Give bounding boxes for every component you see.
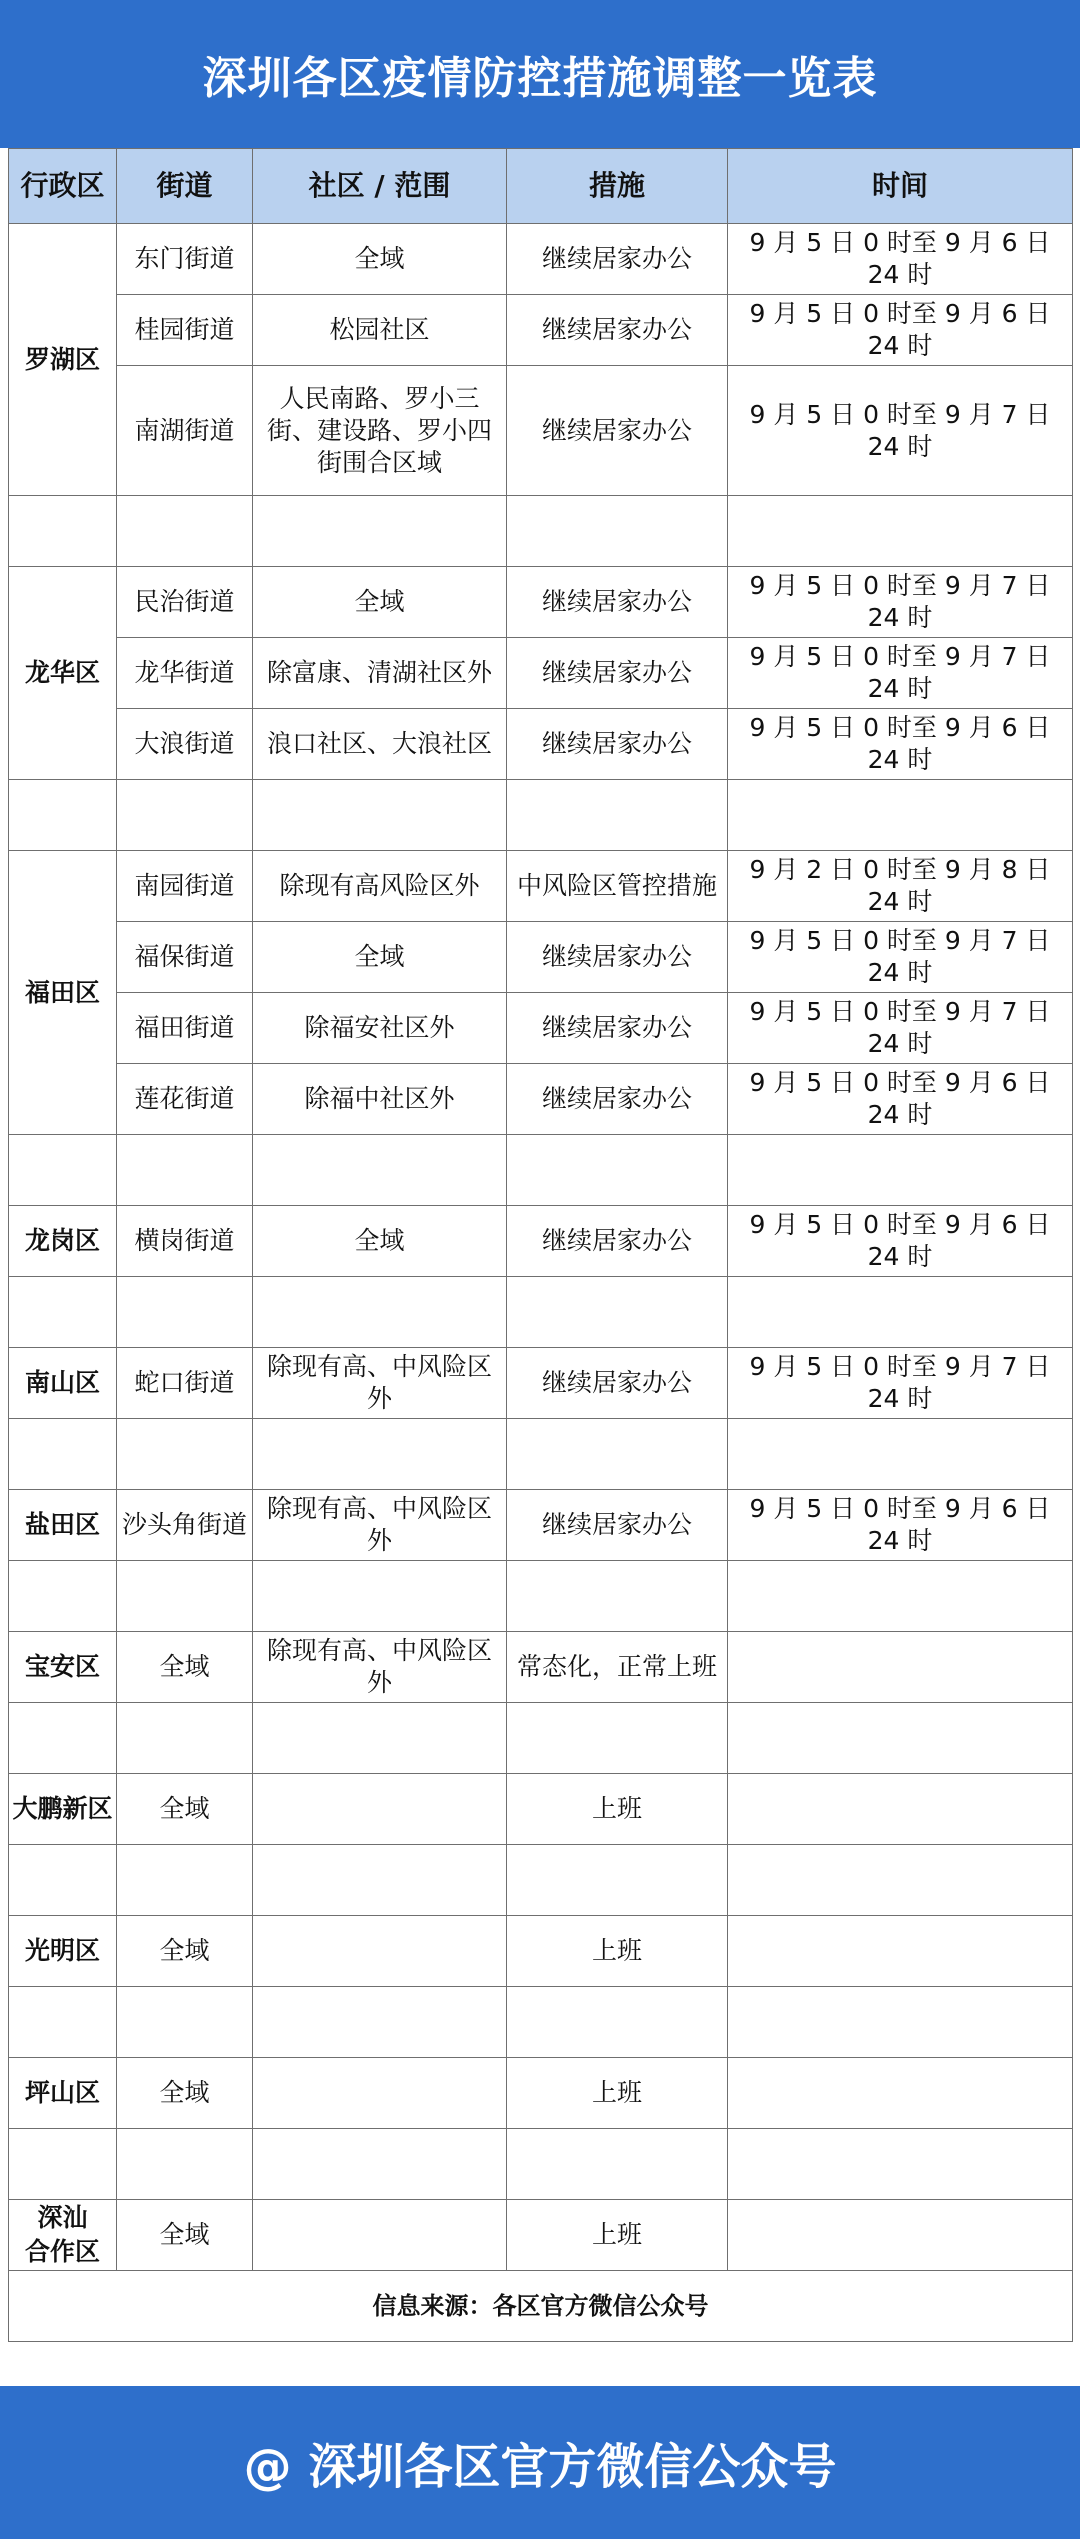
district-cell: 罗湖区	[9, 224, 117, 496]
empty-cell	[728, 1561, 1073, 1632]
empty-cell	[507, 1703, 728, 1774]
time-cell	[728, 2058, 1073, 2129]
measure-cell: 继续居家办公	[507, 922, 728, 993]
time-cell	[728, 2200, 1073, 2271]
empty-cell	[117, 1419, 253, 1490]
scope-cell: 除福中社区外	[253, 1064, 507, 1135]
spacer-row	[9, 1135, 1073, 1206]
street-cell: 福保街道	[117, 922, 253, 993]
time-cell	[728, 1632, 1073, 1703]
street-cell: 南湖街道	[117, 366, 253, 496]
header-time: 时间	[728, 149, 1073, 224]
spacer-row	[9, 1845, 1073, 1916]
district-cell: 大鹏新区	[9, 1774, 117, 1845]
table-row	[9, 993, 1073, 1064]
measure-cell: 继续居家办公	[507, 1490, 728, 1561]
district-cell: 龙岗区	[9, 1206, 117, 1277]
measure-cell: 继续居家办公	[507, 993, 728, 1064]
scope-cell: 松园社区	[253, 295, 507, 366]
scope-cell: 除现有高、中风险区外	[253, 1632, 507, 1703]
table-row	[9, 1916, 1073, 1987]
empty-cell	[728, 1419, 1073, 1490]
empty-cell	[728, 1703, 1073, 1774]
scope-cell: 浪口社区、大浪社区	[253, 709, 507, 780]
district-cell: 龙华区	[9, 567, 117, 780]
measure-cell: 上班	[507, 2200, 728, 2271]
empty-cell	[9, 496, 117, 567]
empty-cell	[9, 1987, 117, 2058]
table-row	[9, 1348, 1073, 1419]
empty-cell	[507, 1419, 728, 1490]
measure-cell: 继续居家办公	[507, 1064, 728, 1135]
time-cell: 9 月 5 日 0 时至 9 月 7 日 24 时	[728, 567, 1073, 638]
scope-cell: 除现有高、中风险区外	[253, 1348, 507, 1419]
time-cell: 9 月 5 日 0 时至 9 月 6 日 24 时	[728, 709, 1073, 780]
spacer-row	[9, 1419, 1073, 1490]
empty-cell	[507, 1987, 728, 2058]
spacer-row	[9, 780, 1073, 851]
empty-cell	[117, 496, 253, 567]
street-cell: 蛇口街道	[117, 1348, 253, 1419]
scope-cell: 全域	[253, 567, 507, 638]
empty-cell	[253, 2129, 507, 2200]
scope-cell: 人民南路、罗小三街、建设路、罗小四街围合区域	[253, 366, 507, 496]
street-cell: 桂园街道	[117, 295, 253, 366]
empty-cell	[507, 496, 728, 567]
measures-table-container	[8, 148, 1072, 2342]
table-row	[9, 2058, 1073, 2129]
street-cell: 龙华街道	[117, 638, 253, 709]
table-row	[9, 567, 1073, 638]
table-row	[9, 638, 1073, 709]
table-body	[9, 224, 1073, 2342]
street-cell: 全域	[117, 1632, 253, 1703]
street-cell: 福田街道	[117, 993, 253, 1064]
time-cell: 9 月 5 日 0 时至 9 月 6 日 24 时	[728, 295, 1073, 366]
time-cell: 9 月 5 日 0 时至 9 月 6 日 24 时	[728, 1206, 1073, 1277]
measure-cell: 中风险区管控措施	[507, 851, 728, 922]
empty-cell	[253, 496, 507, 567]
title-banner	[0, 0, 1080, 148]
measure-cell: 继续居家办公	[507, 1348, 728, 1419]
street-cell: 沙头角街道	[117, 1490, 253, 1561]
table-row	[9, 295, 1073, 366]
street-cell: 全域	[117, 1774, 253, 1845]
spacer-row	[9, 1987, 1073, 2058]
empty-cell	[728, 1845, 1073, 1916]
empty-cell	[117, 2129, 253, 2200]
empty-cell	[507, 2129, 728, 2200]
empty-cell	[253, 1703, 507, 1774]
district-cell: 宝安区	[9, 1632, 117, 1703]
measure-cell: 继续居家办公	[507, 295, 728, 366]
scope-cell: 除现有高、中风险区外	[253, 1490, 507, 1561]
empty-cell	[117, 1703, 253, 1774]
empty-cell	[728, 2129, 1073, 2200]
empty-cell	[507, 1277, 728, 1348]
time-cell	[728, 1774, 1073, 1845]
street-cell: 全域	[117, 2058, 253, 2129]
header-scope: 社区 / 范围	[253, 149, 507, 224]
footer-banner	[0, 2386, 1080, 2539]
table-row	[9, 1632, 1073, 1703]
district-name-line: 深汕	[37, 2203, 88, 2232]
empty-cell	[9, 1277, 117, 1348]
empty-cell	[253, 1277, 507, 1348]
measure-cell: 上班	[507, 2058, 728, 2129]
empty-cell	[507, 780, 728, 851]
street-cell: 民治街道	[117, 567, 253, 638]
empty-cell	[728, 1135, 1073, 1206]
header-street: 街道	[117, 149, 253, 224]
empty-cell	[728, 1277, 1073, 1348]
time-cell: 9 月 5 日 0 时至 9 月 7 日 24 时	[728, 993, 1073, 1064]
source-note: 信息来源：各区官方微信公众号	[9, 2271, 1073, 2342]
street-cell: 横岗街道	[117, 1206, 253, 1277]
empty-cell	[117, 780, 253, 851]
time-cell: 9 月 5 日 0 时至 9 月 6 日 24 时	[728, 1490, 1073, 1561]
measure-cell: 继续居家办公	[507, 224, 728, 295]
district-cell: 坪山区	[9, 2058, 117, 2129]
scope-cell: 除现有高风险区外	[253, 851, 507, 922]
empty-cell	[507, 1561, 728, 1632]
empty-cell	[9, 1561, 117, 1632]
scope-cell: 全域	[253, 1206, 507, 1277]
measure-cell: 继续居家办公	[507, 366, 728, 496]
table-row	[9, 1774, 1073, 1845]
table-row	[9, 224, 1073, 295]
street-cell: 全域	[117, 2200, 253, 2271]
district-cell: 南山区	[9, 1348, 117, 1419]
measures-table	[8, 148, 1073, 2342]
time-cell: 9 月 5 日 0 时至 9 月 6 日 24 时	[728, 224, 1073, 295]
scope-cell: 除福安社区外	[253, 993, 507, 1064]
scope-cell: 全域	[253, 224, 507, 295]
empty-cell	[507, 1845, 728, 1916]
time-cell	[728, 1916, 1073, 1987]
scope-cell	[253, 1774, 507, 1845]
header-district: 行政区	[9, 149, 117, 224]
empty-cell	[253, 1561, 507, 1632]
measure-cell: 继续居家办公	[507, 709, 728, 780]
empty-cell	[728, 496, 1073, 567]
empty-cell	[9, 1703, 117, 1774]
spacer-row	[9, 1277, 1073, 1348]
footer-text: @ 深圳各区官方微信公众号	[243, 2439, 837, 2495]
table-row	[9, 2200, 1073, 2271]
empty-cell	[253, 780, 507, 851]
empty-cell	[728, 780, 1073, 851]
scope-cell: 除富康、清湖社区外	[253, 638, 507, 709]
header-measure: 措施	[507, 149, 728, 224]
measure-cell: 上班	[507, 1774, 728, 1845]
table-row	[9, 1206, 1073, 1277]
empty-cell	[9, 1845, 117, 1916]
empty-cell	[9, 780, 117, 851]
table-header-row	[9, 149, 1073, 224]
empty-cell	[9, 2129, 117, 2200]
empty-cell	[507, 1135, 728, 1206]
scope-cell	[253, 1916, 507, 1987]
empty-cell	[728, 1987, 1073, 2058]
scope-cell	[253, 2058, 507, 2129]
street-cell: 东门街道	[117, 224, 253, 295]
empty-cell	[117, 1277, 253, 1348]
street-cell: 全域	[117, 1916, 253, 1987]
district-cell: 福田区	[9, 851, 117, 1135]
measure-cell: 上班	[507, 1916, 728, 1987]
spacer-row	[9, 1703, 1073, 1774]
time-cell: 9 月 5 日 0 时至 9 月 7 日 24 时	[728, 366, 1073, 496]
empty-cell	[253, 1419, 507, 1490]
empty-cell	[117, 1561, 253, 1632]
empty-cell	[253, 1987, 507, 2058]
district-cell: 光明区	[9, 1916, 117, 1987]
table-row	[9, 1490, 1073, 1561]
measure-cell: 常态化，正常上班	[507, 1632, 728, 1703]
empty-cell	[9, 1419, 117, 1490]
street-cell: 南园街道	[117, 851, 253, 922]
table-row	[9, 709, 1073, 780]
empty-cell	[253, 1845, 507, 1916]
measure-cell: 继续居家办公	[507, 1206, 728, 1277]
street-cell: 大浪街道	[117, 709, 253, 780]
time-cell: 9 月 5 日 0 时至 9 月 7 日 24 时	[728, 922, 1073, 993]
table-row	[9, 1064, 1073, 1135]
time-cell: 9 月 2 日 0 时至 9 月 8 日 24 时	[728, 851, 1073, 922]
measure-cell: 继续居家办公	[507, 567, 728, 638]
page-title: 深圳各区疫情防控措施调整一览表	[202, 53, 878, 104]
street-cell: 莲花街道	[117, 1064, 253, 1135]
scope-cell	[253, 2200, 507, 2271]
table-row	[9, 366, 1073, 496]
source-row	[9, 2271, 1073, 2342]
spacer-row	[9, 2129, 1073, 2200]
scope-cell: 全域	[253, 922, 507, 993]
empty-cell	[117, 1135, 253, 1206]
empty-cell	[9, 1135, 117, 1206]
district-cell	[9, 2200, 117, 2271]
time-cell: 9 月 5 日 0 时至 9 月 6 日 24 时	[728, 1064, 1073, 1135]
district-name-line: 合作区	[24, 2237, 100, 2266]
time-cell: 9 月 5 日 0 时至 9 月 7 日 24 时	[728, 1348, 1073, 1419]
spacer-row	[9, 496, 1073, 567]
district-cell: 盐田区	[9, 1490, 117, 1561]
table-row	[9, 922, 1073, 993]
table-row	[9, 851, 1073, 922]
empty-cell	[117, 1845, 253, 1916]
measure-cell: 继续居家办公	[507, 638, 728, 709]
spacer-row	[9, 1561, 1073, 1632]
empty-cell	[253, 1135, 507, 1206]
time-cell: 9 月 5 日 0 时至 9 月 7 日 24 时	[728, 638, 1073, 709]
empty-cell	[117, 1987, 253, 2058]
